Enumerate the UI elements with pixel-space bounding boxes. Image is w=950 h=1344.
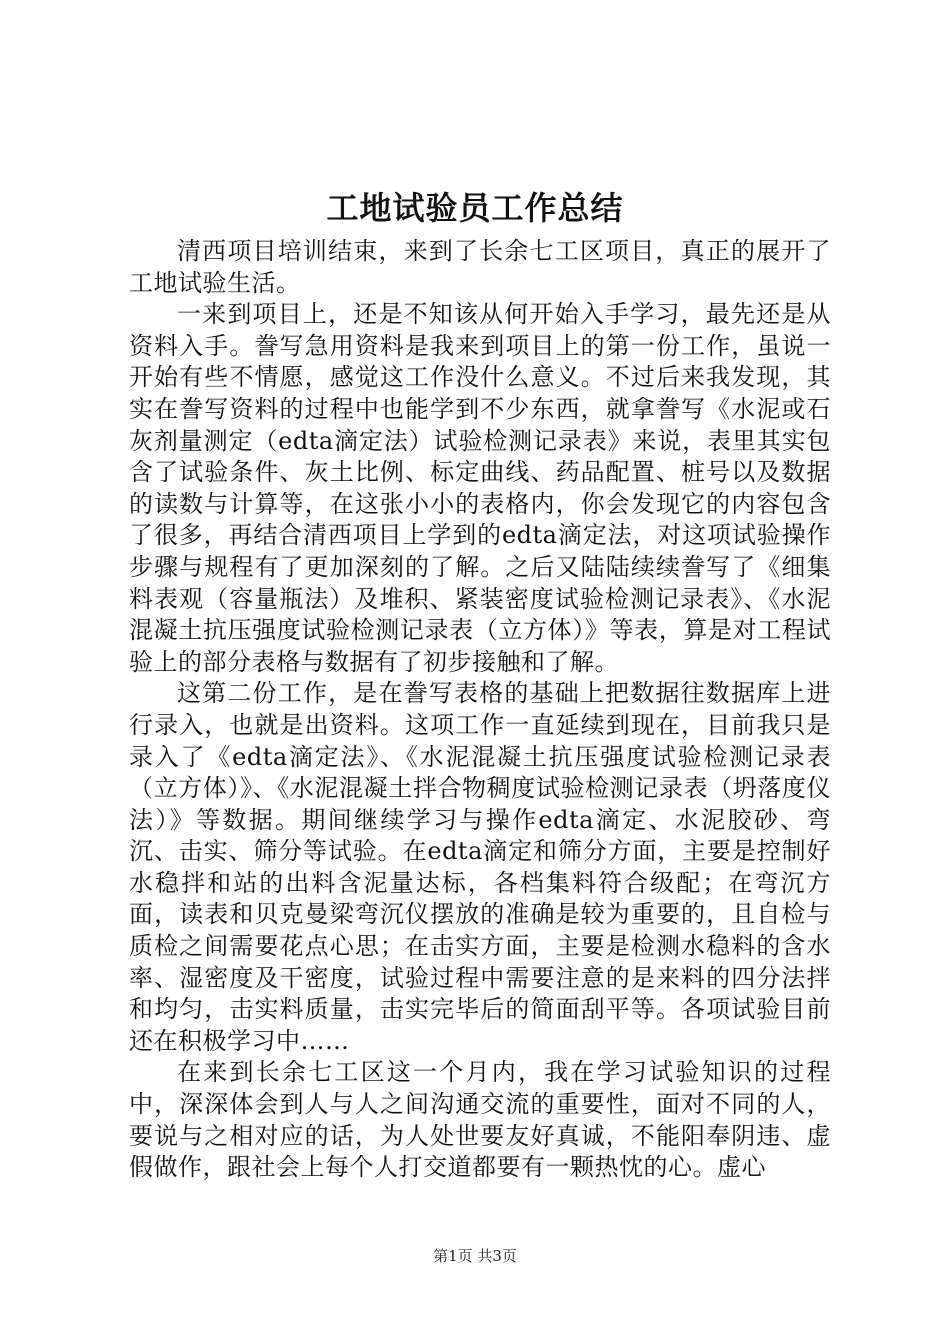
page-number-footer: 第1页 共3页 [433, 1247, 517, 1265]
paragraph: 清西项目培训结束，来到了长余七工区项目，真正的展开了工地试验生活。 [129, 237, 831, 297]
paragraph: 这第二份工作，是在誊写表格的基础上把数据往数据库上进行录入，也就是出资料。这项工作一直延续到现在，目前我只是录入了《edta滴定法》、《水泥混凝土抗压强度试验检测记录表（立方体）》、《水泥混凝土拌合物稠度试验检测记录表（坍落度仪法）》等数据。期间继续学习与操作edta滴定、水泥胶砂、弯沉、击实、筛分等试验。在edta滴定和筛分方面，主要是控制好水稳拌和站的出料含泥量达标，各档集料符合级配；在弯沉方面，读表和贝克曼梁弯沉仪摆放的准确是较为重要的，且自检与质检之间需要花点心思；在击实方面，主要是检测水稳料的含水率、湿密度及干密度，试验过程中需要注意的是来料的四分法拌和均匀，击实料质量，击实完毕后的简面刮平等。各项试验目前还在积极学习中…… [129, 679, 831, 1055]
paragraph: 在来到长余七工区这一个月内，我在学习试验知识的过程中，深深体会到人与人之间沟通交流的重要性，面对不同的人，要说与之相对应的话，为人处世要友好真诚，不能阳奉阴违、虚假做作，跟社会上每个人打交道都要有一颗热忱的心。虚心 [129, 1058, 831, 1182]
document-title: 工地试验员工作总结 [326, 189, 624, 227]
document-body [129, 236, 831, 1184]
paragraph: 一来到项目上，还是不知该从何开始入手学习，最先还是从资料入手。誊写急用资料是我来到项目上的第一份工作，虽说一开始有些不情愿，感觉这工作没什么意义。不过后来我发现，其实在誊写资料的过程中也能学到不少东西，就拿誊写《水泥或石灰剂量测定（edta滴定法）试验检测记录表》来说，表里其实包含了试验条件、灰土比例、标定曲线、药品配置、桩号以及数据的读数与计算等，在这张小小的表格内，你会发现它的内容包含了很多，再结合清西项目上学到的edta滴定法，对这项试验操作步骤与规程有了更加深刻的了解。之后又陆陆续续誊写了《细集料表观（容量瓶法）及堆积、紧装密度试验检测记录表》、《水泥混凝土抗压强度试验检测记录表（立方体）》等表，算是对工程试验上的部分表格与数据有了初步接触和了解。 [129, 300, 831, 676]
